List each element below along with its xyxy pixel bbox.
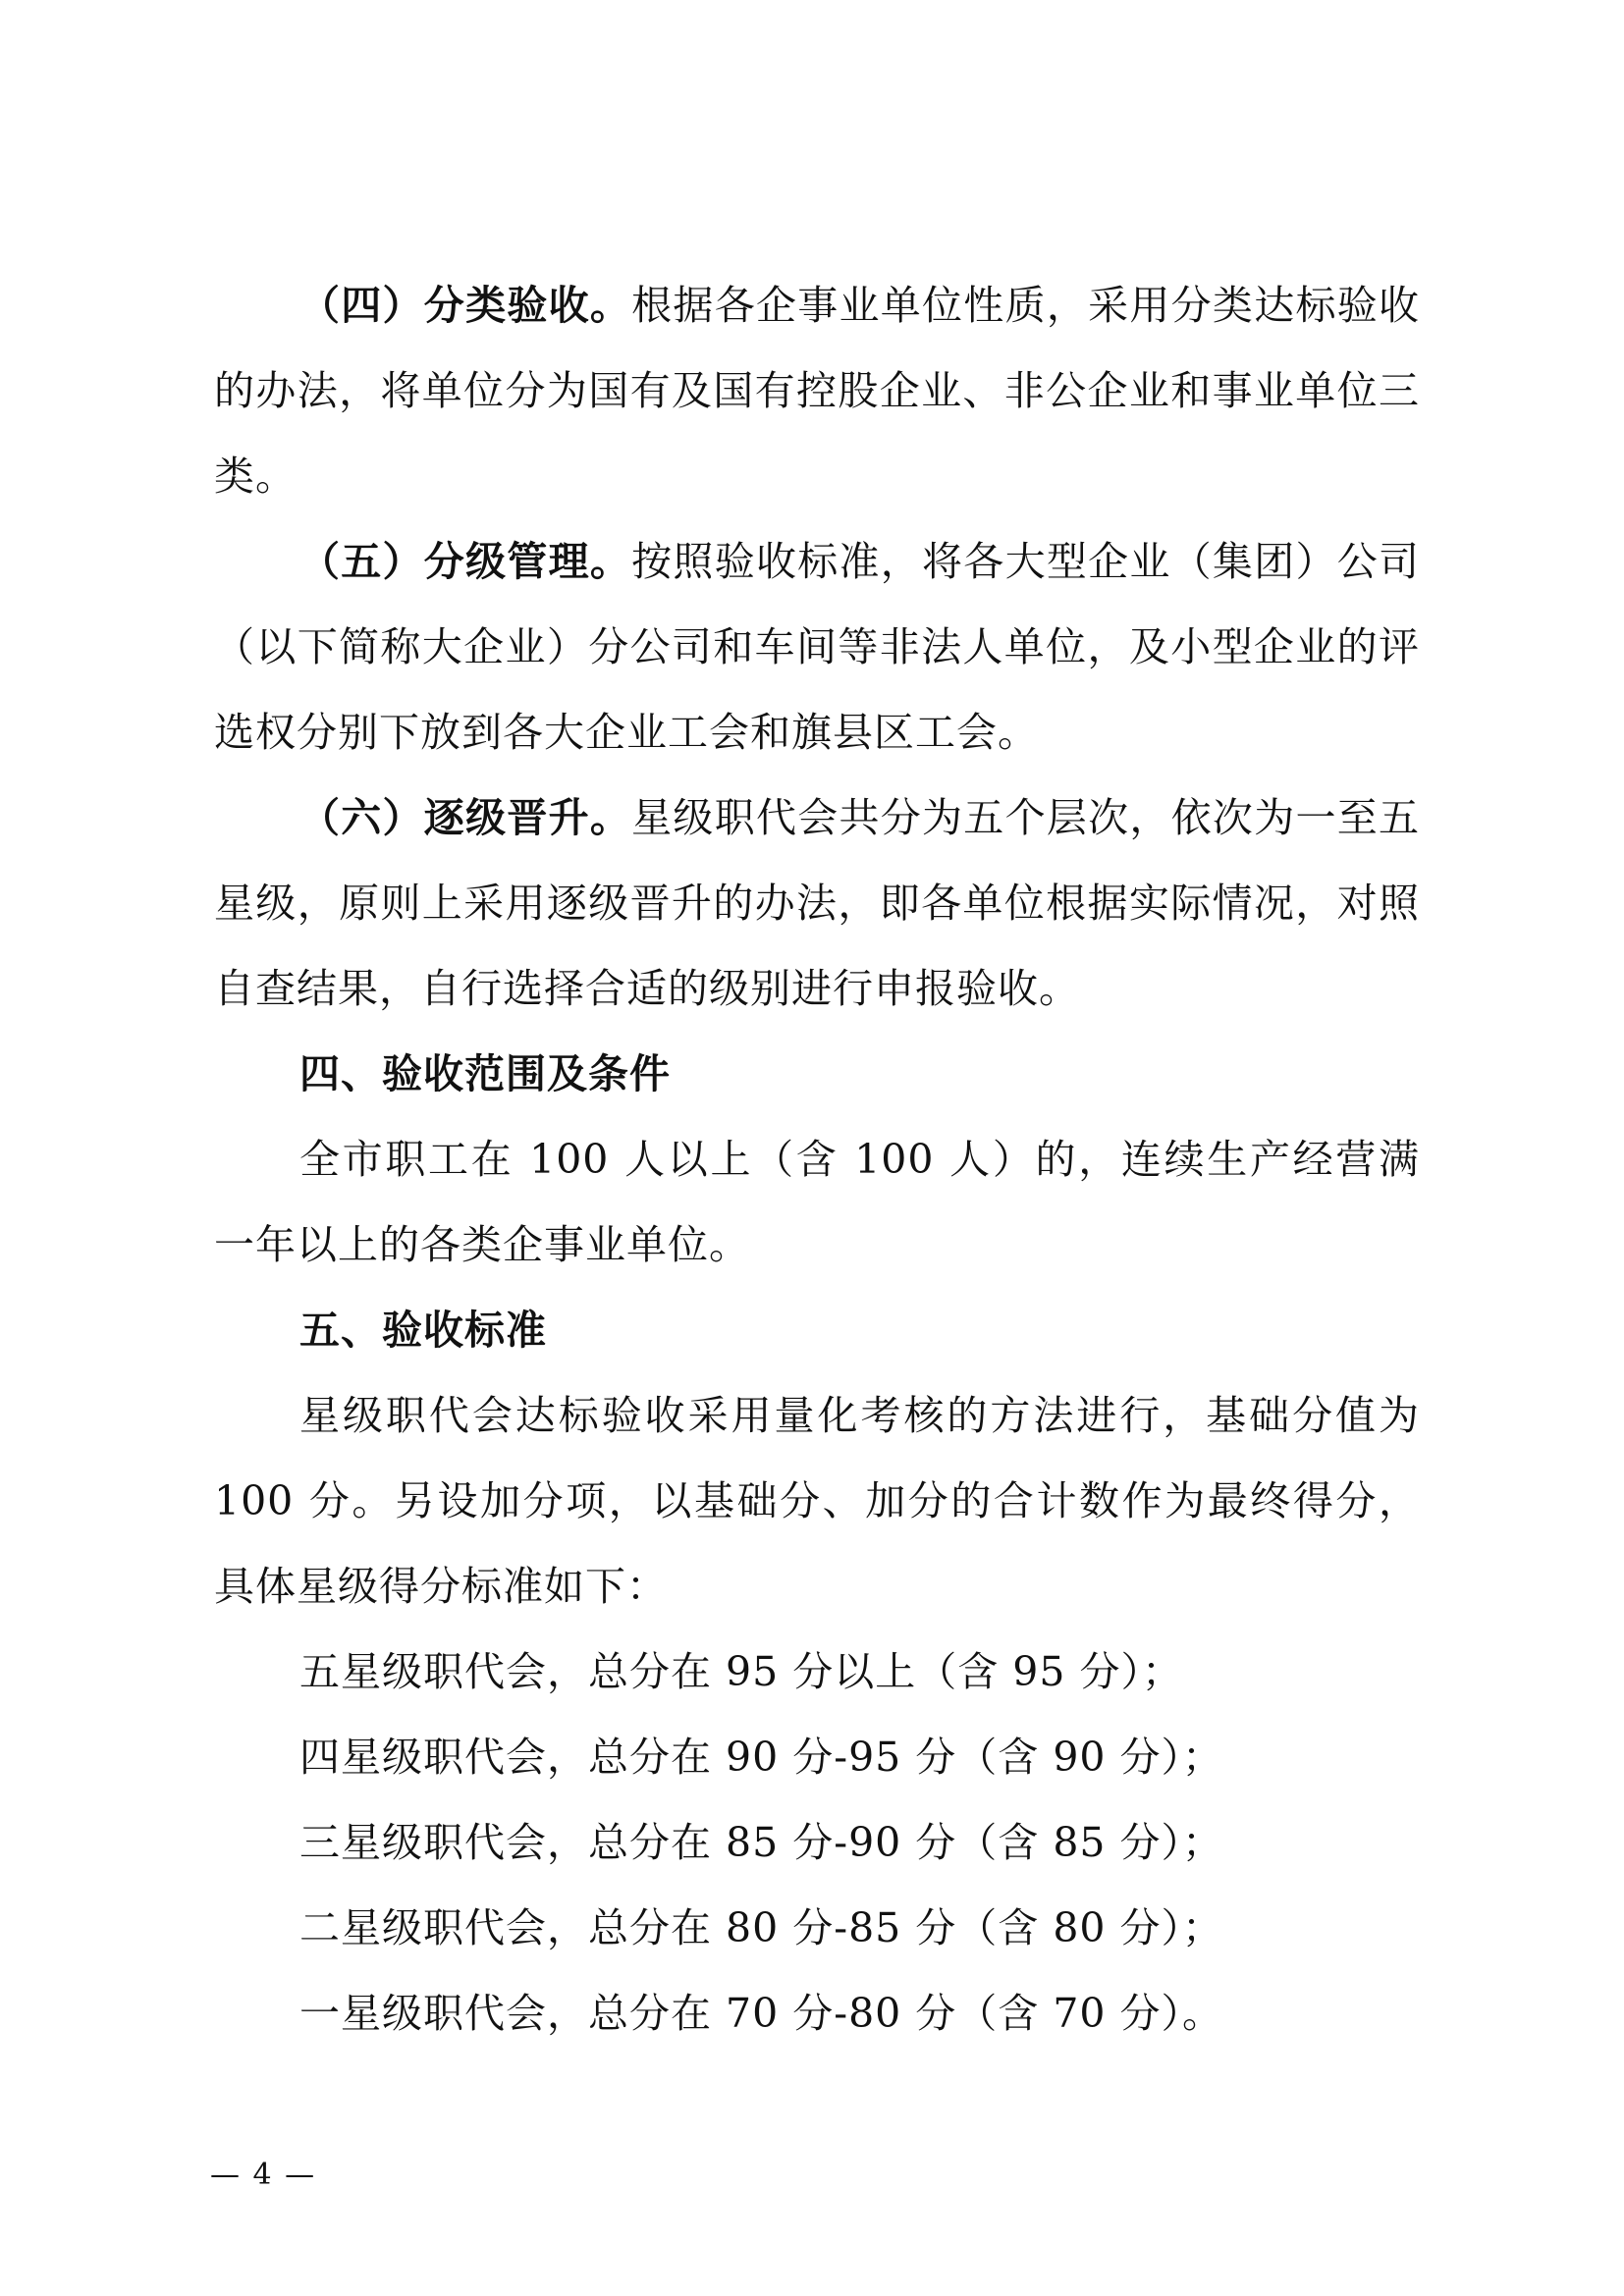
page-number: — 4 — [210,2158,317,2192]
document-body [214,263,1420,2056]
paragraph-text: 根据各企事业单位性质，采用分类达标验收的办法，将单位分为国有及国有控股企业、非公企业和事业单位三类。 [214,282,1421,500]
paragraph-standards: 星级职代会达标验收采用量化考核的方法进行，基础分值为 100 分。另设加分项，以基础分、加分的合计数作为最终得分，具体星级得分标准如下： [214,1392,1420,1610]
paragraph-graded-management [214,519,1420,775]
paragraph-text: 星级职代会共分为五个层次，依次为一至五星级，原则上采用逐级晋升的办法，即各单位根据实际情况，对照自查结果，自行选择合适的级别进行申报验收。 [214,794,1421,1012]
paragraph-lead: （五）分级管理。 [299,538,632,585]
level-five-star: 五星级职代会，总分在 95 分以上（含 95 分）； [299,1648,1183,1695]
level-three-star: 三星级职代会，总分在 85 分-90 分（含 85 分）； [299,1819,1224,1866]
paragraph-scope: 全市职工在 100 人以上（含 100 人）的，连续生产经营满一年以上的各类企事业单位。 [214,1136,1420,1268]
section-heading-scope: 四、验收范围及条件 [299,1050,671,1097]
paragraph-lead: （四）分类验收。 [299,282,632,329]
level-two-star: 二星级职代会，总分在 80 分-85 分（含 80 分）； [299,1904,1224,1951]
paragraph-step-promotion [214,775,1420,1032]
level-one-star: 一星级职代会，总分在 70 分-80 分（含 70 分）。 [299,1990,1224,2037]
paragraph-lead: （六）逐级晋升。 [299,794,632,841]
paragraph-text: 按照验收标准，将各大型企业（集团）公司（以下简称大企业）分公司和车间等非法人单位，及小型企业的评选权分别下放到各大企业工会和旗县区工会。 [214,538,1421,756]
paragraph-classified-acceptance [214,263,1420,519]
level-four-star: 四星级职代会，总分在 90 分-95 分（含 90 分）； [299,1734,1224,1781]
section-heading-standards: 五、验收标准 [299,1307,547,1354]
